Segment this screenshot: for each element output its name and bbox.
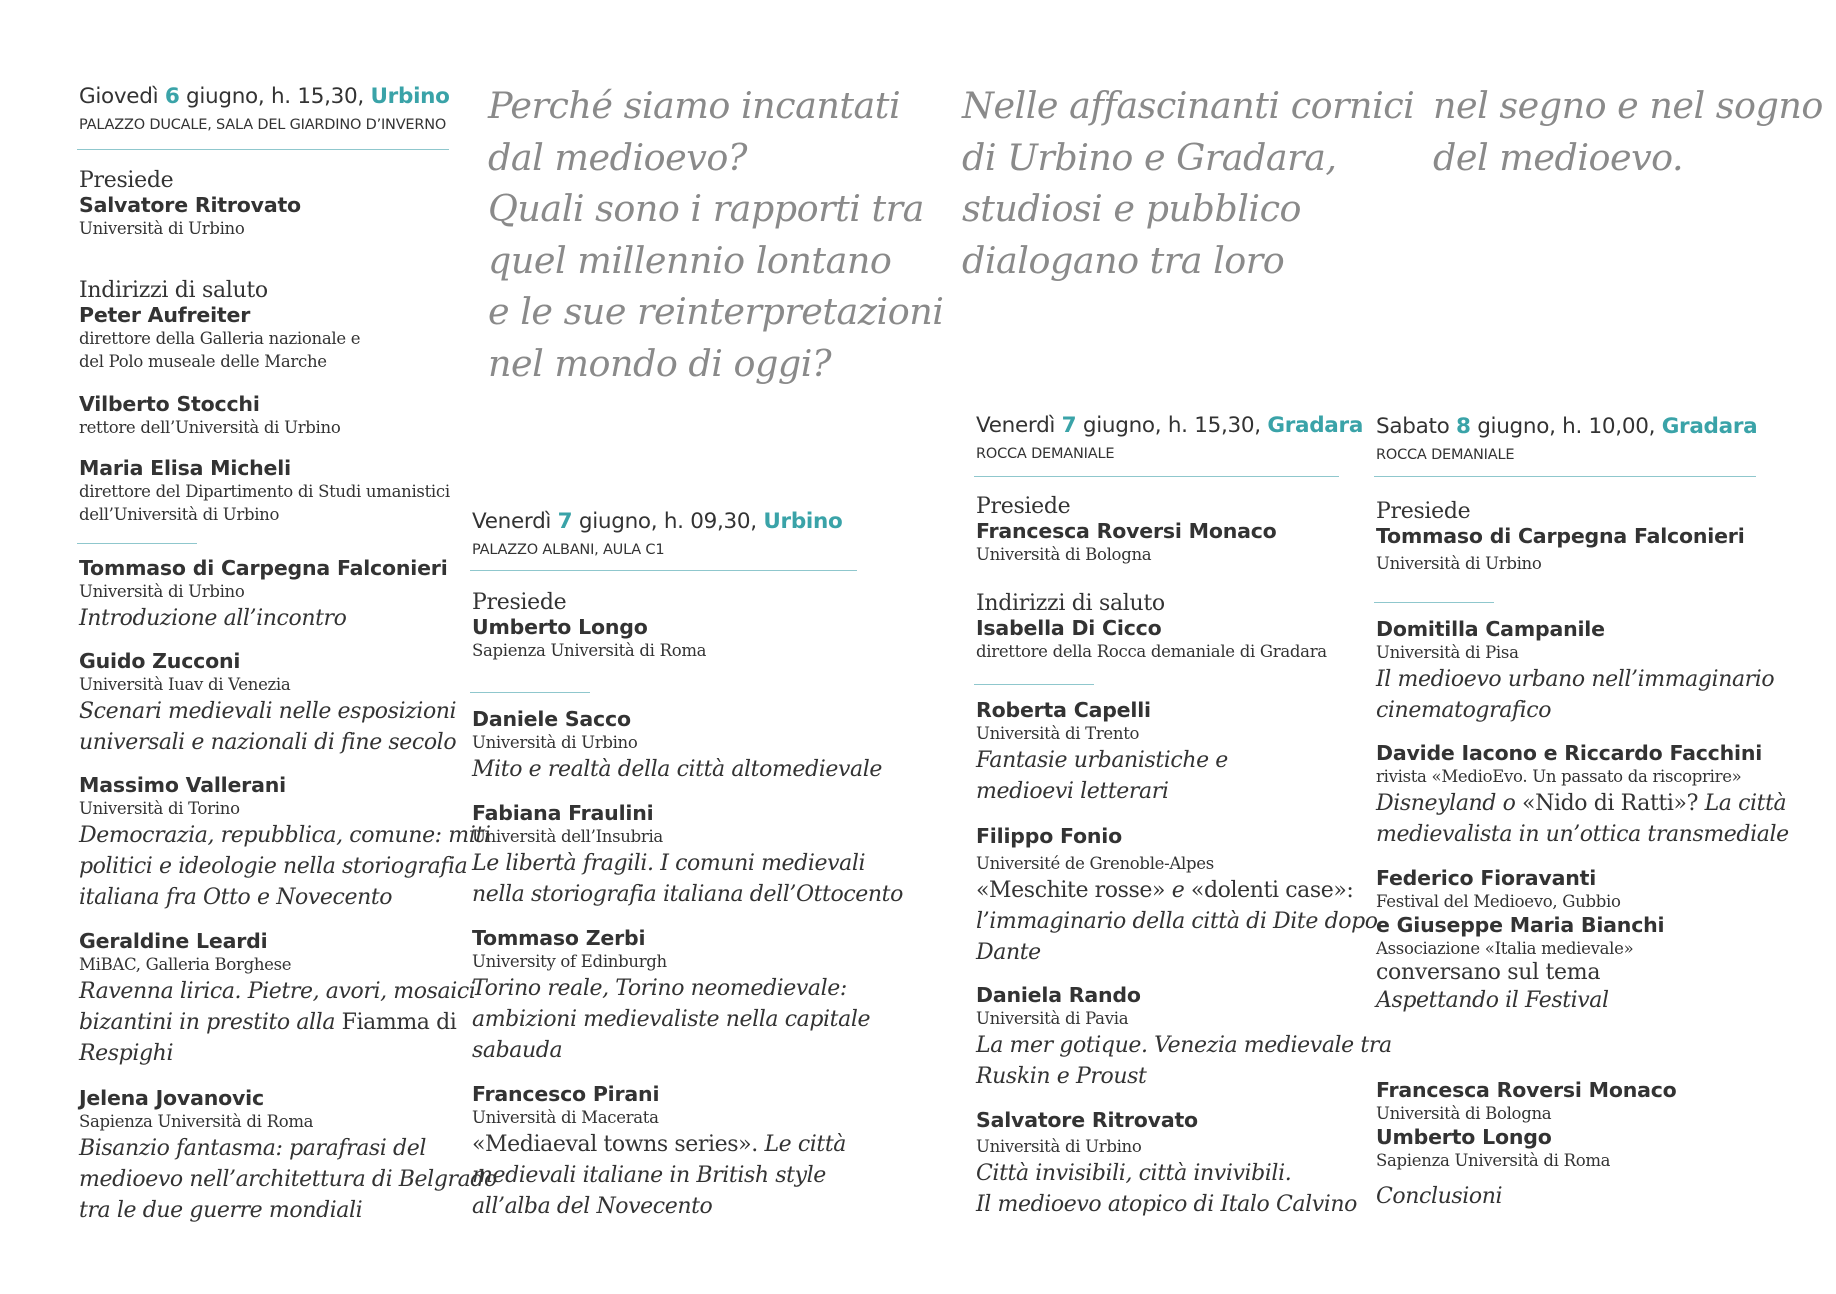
day2-talk-3: Tommaso Zerbi University of Edinburgh Torino reale, Torino neomedievale: ambizioni medievaliste nella capitale sabauda [472,926,871,1063]
day3-saluti: Indirizzi di saluto Isabella Di Cicco direttore della Rocca demaniale di Gradara [976,591,1327,661]
day2-presiede: Presiede Umberto Longo Sapienza Università di Roma [472,590,707,660]
day4-talk-2: Davide Iacono e Riccardo Facchini rivista «MedioEvo. Un passato da riscoprire» Disneyland o «Nido di Ratti»? La città medievalista in un’ottica transmediale [1376,741,1789,847]
day3-column [976,413,1364,462]
day2-short-divider [470,692,590,693]
day1-saluto-2: Vilberto Stocchi rettore dell’Università di Urbino [79,392,341,437]
day1-saluti: Indirizzi di saluto Peter Aufreiter direttore della Galleria nazionale e del Polo museale delle Marche [79,278,361,371]
day2-venue: PALAZZO ALBANI, AULA C1 [472,542,665,558]
day4-talk-3: Federico Fioravanti Festival del Medioevo, Gubbio e Giuseppe Maria Bianchi Associazione «Italia medievale» conversano sul tema Aspettando il Festival [1376,866,1665,1013]
day4-heading: Sabato 8 giugno, h. 10,00, Gradara [1376,414,1758,439]
day4-short-divider [1374,602,1494,603]
day1-talk-1: Tommaso di Carpegna Falconieri Università di Urbino Introduzione all’incontro [79,556,448,631]
day1-talk-2: Guido Zucconi Università Iuav di Venezia Scenari medievali nelle esposizioni universali e nazionali di fine secolo [79,649,457,755]
day4-column [1376,414,1756,463]
intro-text-2: Nelle affascinanti cornici di Urbino e Gradara, studiosi e pubblico dialogano tra loro [962,84,1415,282]
day1-column [79,84,449,133]
day1-presiede: Presiede Salvatore Ritrovato Università di Urbino [79,168,301,238]
day3-talk-2: Filippo Fonio Université de Grenoble-Alpes «Meschite rosse» e «dolenti case»: l’immaginario della città di Dite dopo Dante [976,824,1378,965]
day3-talk-4: Salvatore Ritrovato Università di Urbino Città invisibili, città invivibili. Il medioevo atopico di Italo Calvino [976,1108,1358,1217]
day2-talk-2: Fabiana Fraulini Università dell’Insubria Le libertà fragili. I comuni medievali nella storiografia italiana dell’Ottocento [472,801,903,907]
day4-divider [1374,476,1756,477]
day2-column [472,509,862,558]
day4-conclusioni: Francesca Roversi Monaco Università di Bologna Umberto Longo Sapienza Università di Roma Conclusioni [1376,1078,1677,1209]
day2-talk-1: Daniele Sacco Università di Urbino Mito e realtà della città altomedievale [472,707,882,782]
day1-divider [77,149,449,150]
day3-short-divider [974,684,1094,685]
day4-talk-1: Domitilla Campanile Università di Pisa Il medioevo urbano nell’immaginario cinematografico [1376,617,1775,723]
day3-presiede: Presiede Francesca Roversi Monaco Università di Bologna [976,494,1277,564]
day4-venue: ROCCA DEMANIALE [1376,447,1515,463]
day3-venue: ROCCA DEMANIALE [976,446,1115,462]
intro-text-1: Perché siamo incantati dal medioevo? Quali sono i rapporti tra quel millennio lontano e le sue reinterpretazioni nel mondo di oggi? [488,84,944,385]
day1-talk-3: Massimo Vallerani Università di Torino Democrazia, repubblica, comune: miti politici e ideologie nella storiografia italiana fra Otto e Novecento [79,773,491,910]
day2-divider [470,570,857,571]
day3-heading: Venerdì 7 giugno, h. 15,30, Gradara [976,413,1364,438]
day1-short-divider [77,543,197,544]
intro-text-3: nel segno e nel sogno del medioevo. [1433,84,1823,179]
day3-divider [974,476,1339,477]
day3-talk-1: Roberta Capelli Università di Trento Fantasie urbanistiche e medioevi letterari [976,698,1228,804]
day2-heading: Venerdì 7 giugno, h. 09,30, Urbino [472,509,843,534]
day1-talk-5: Jelena Jovanovic Sapienza Università di Roma Bisanzio fantasma: parafrasi del medioevo nell’architettura di Belgrado tra le due guerre mondiali [79,1086,497,1223]
day2-talk-4: Francesco Pirani Università di Macerata «Mediaeval towns series». Le città medievali italiane in British style all’alba del Novecento [472,1082,847,1219]
day3-talk-3: Daniela Rando Università di Pavia La mer gotique. Venezia medievale tra Ruskin e Proust [976,983,1392,1089]
day1-heading: Giovedì 6 giugno, h. 15,30, Urbino [79,84,450,109]
day4-presiede: Presiede Tommaso di Carpegna Falconieri Università di Urbino [1376,499,1745,573]
day1-saluto-3: Maria Elisa Micheli direttore del Dipartimento di Studi umanistici dell’Università di Urbino [79,456,450,524]
day1-talk-4: Geraldine Leardi MiBAC, Galleria Borghese Ravenna lirica. Pietre, avori, mosaici bizantini in prestito alla Fiamma di Respighi [79,929,476,1066]
day1-venue: PALAZZO DUCALE, SALA DEL GIARDINO D’INVERNO [79,117,447,133]
